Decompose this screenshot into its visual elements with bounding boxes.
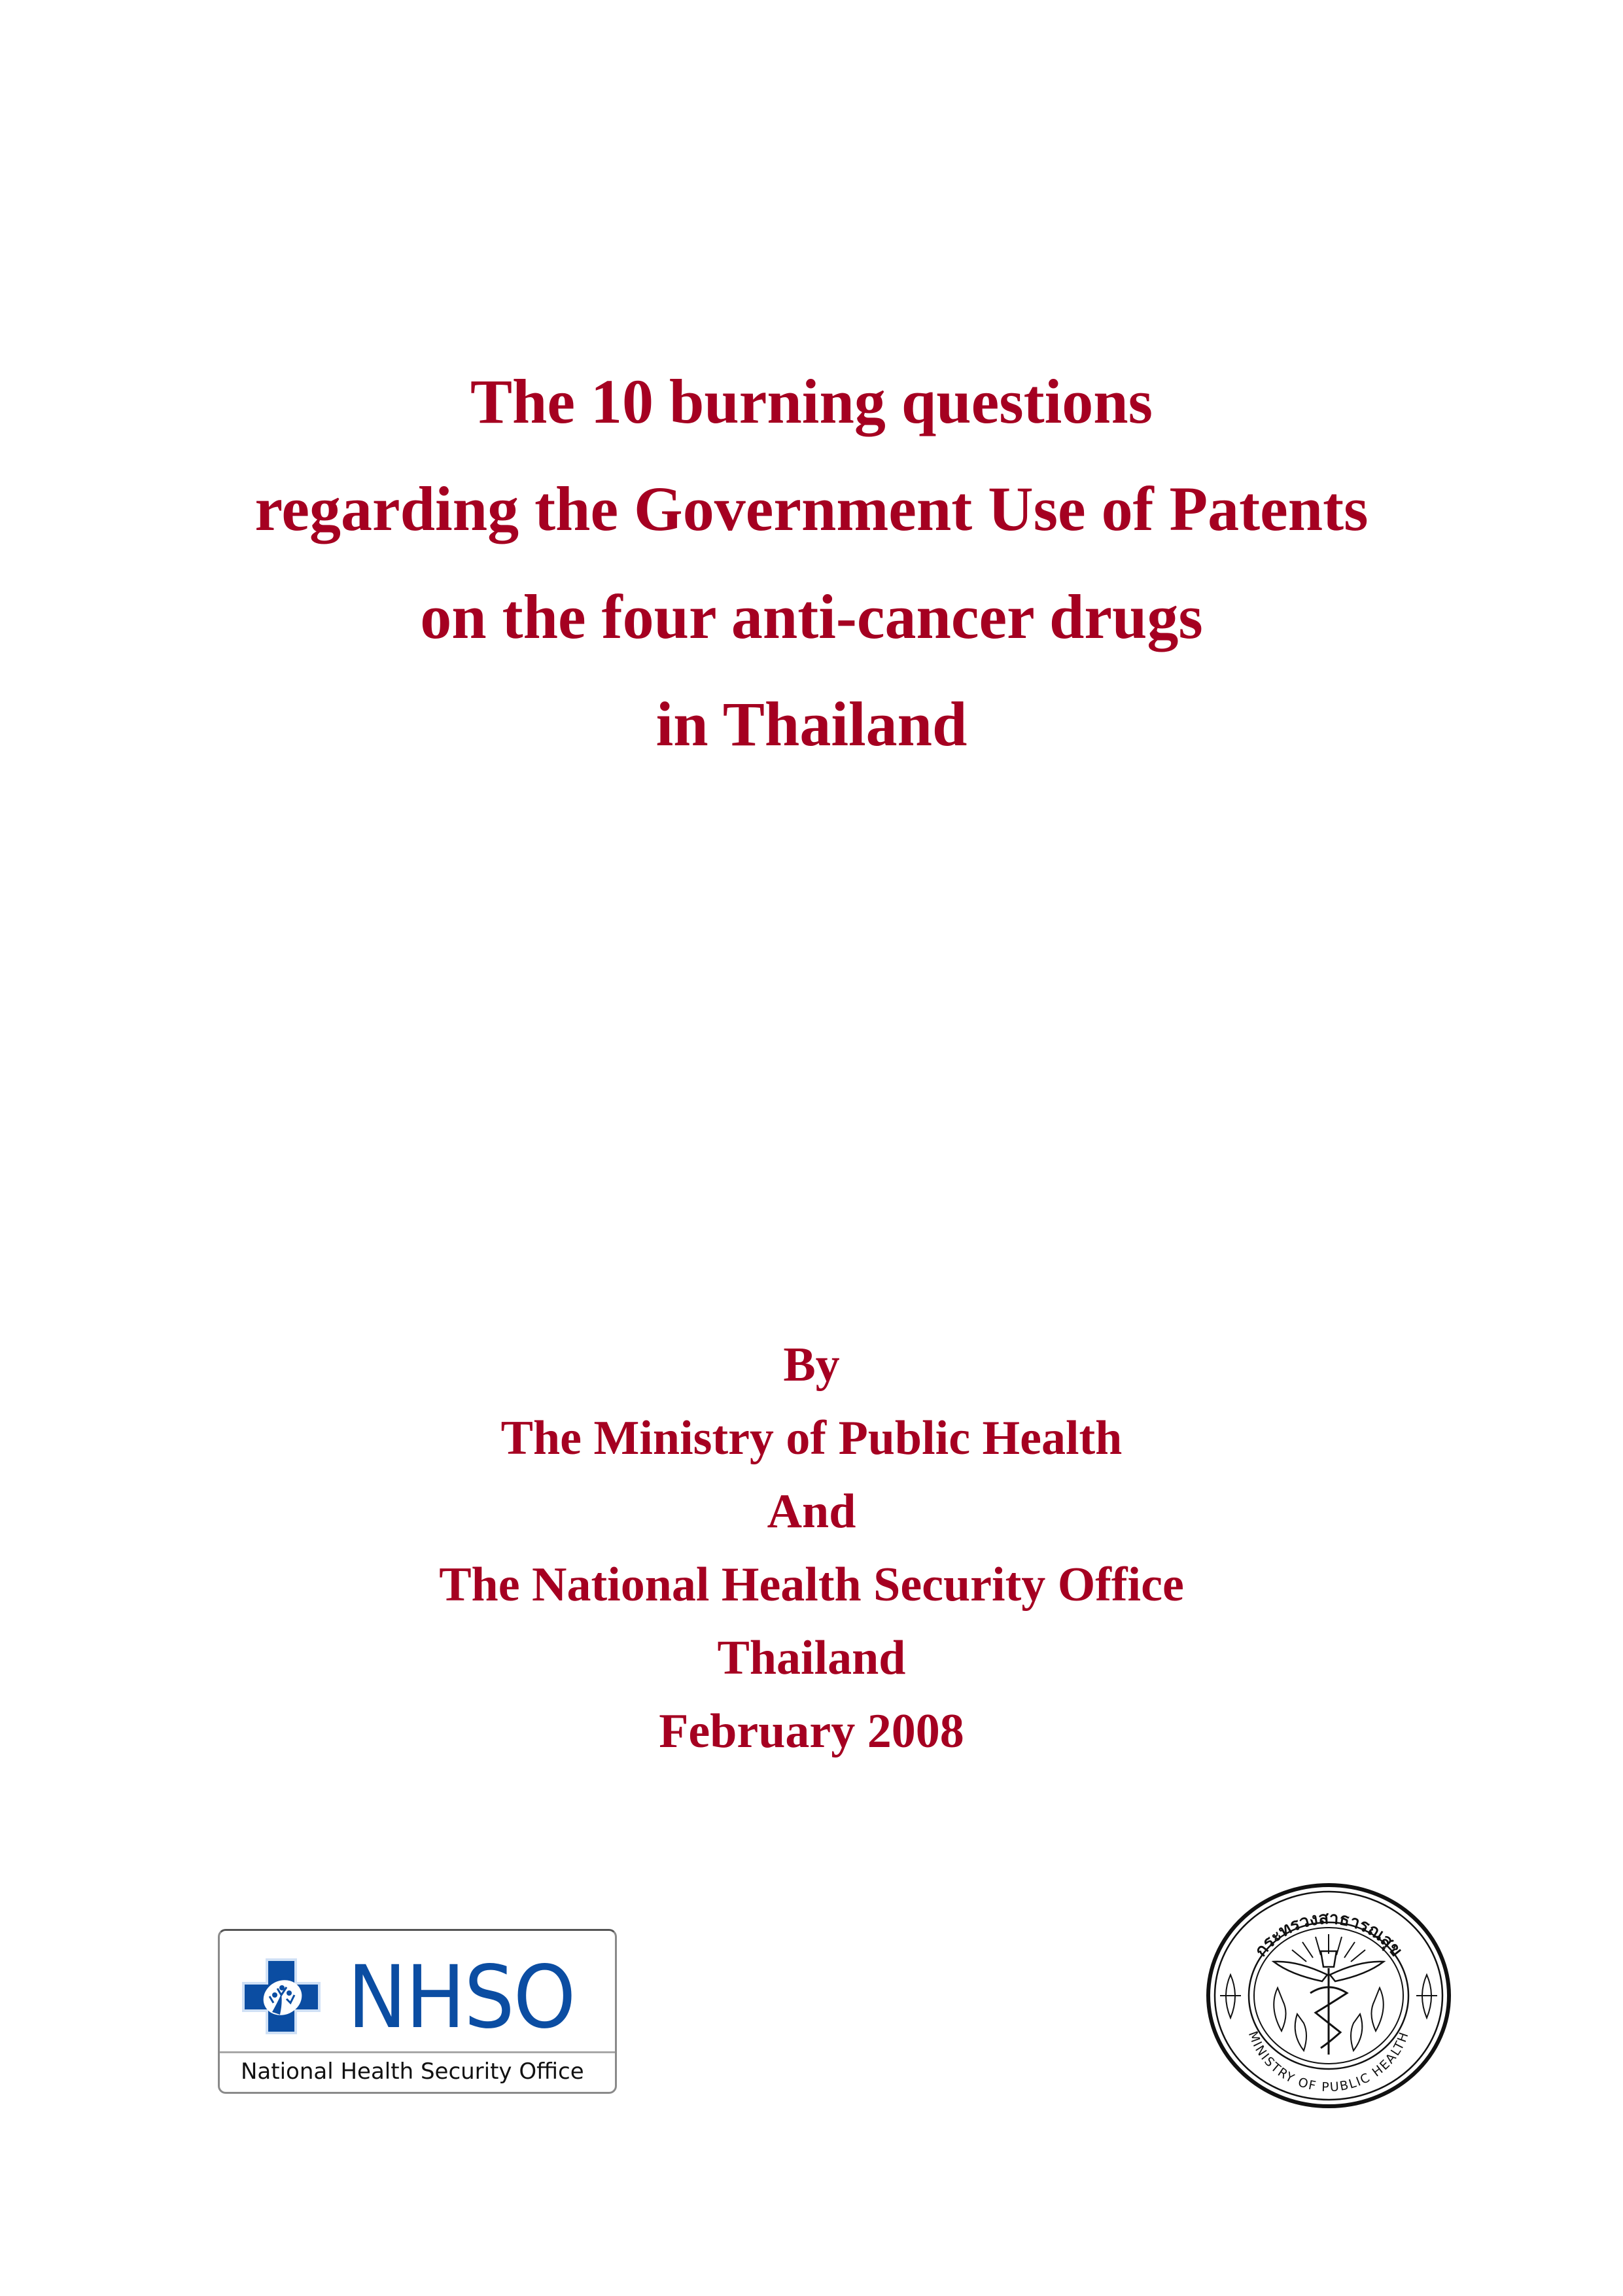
nhso-acronym: NHSO <box>347 1947 575 2048</box>
title-line-3: on the four anti-cancer drugs <box>420 582 1203 652</box>
moph-seal-icon <box>1206 1883 1452 2109</box>
nhso-full-name: National Health Security Office <box>241 2058 584 2085</box>
title-line-2: regarding the Government Use of Patents <box>254 474 1369 544</box>
byline-ministry: The Ministry of Public Health <box>500 1411 1123 1465</box>
nhso-cross-icon <box>241 1957 322 2036</box>
svg-text:กระทรวงสาธารณสุข: กระทรวงสาธารณสุข <box>1251 1908 1406 1961</box>
byline-and: And <box>767 1485 856 1538</box>
byline-date: February 2008 <box>659 1704 964 1758</box>
title-line-4: in Thailand <box>655 689 968 759</box>
title-line-1: The 10 burning questions <box>470 366 1153 436</box>
nhso-divider <box>220 2051 615 2053</box>
byline-by: By <box>783 1338 840 1392</box>
nhso-logo <box>218 1929 617 2094</box>
svg-text:MINISTRY OF PUBLIC HEALTH: MINISTRY OF PUBLIC HEALTH <box>1245 2029 1412 2095</box>
byline-country: Thailand <box>717 1631 906 1685</box>
byline-nhso: The National Health Security Office <box>439 1558 1184 1612</box>
